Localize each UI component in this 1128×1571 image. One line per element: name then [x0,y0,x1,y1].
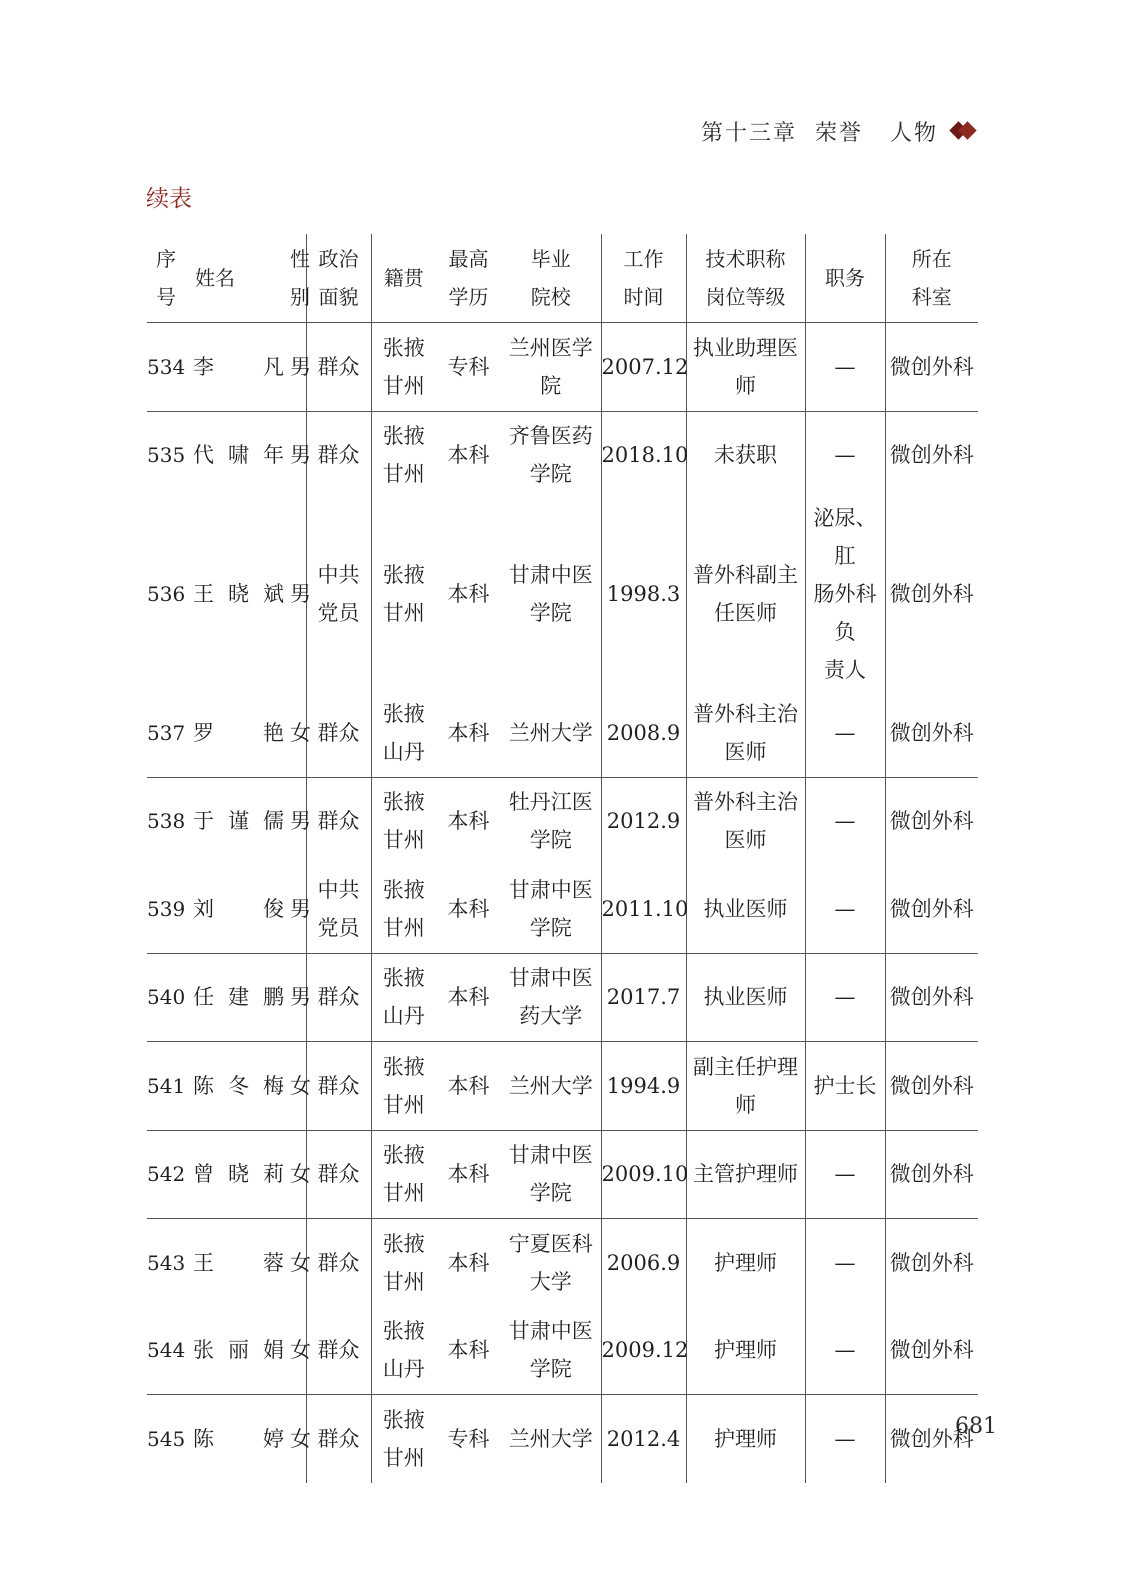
cell-start: 2018.10 [601,411,686,499]
cell-sex: 女 [290,1307,306,1395]
cell-no: 538 [147,777,185,865]
cell-name: 罗艳 [193,720,284,745]
table-row [147,777,978,865]
cell-dept: 微创外科 [885,1130,978,1219]
cell-no: 536 [147,582,186,606]
table-row [147,689,978,777]
cell-native: 张掖 甘州 [371,1042,436,1131]
cell-name: 曾晓莉 [185,1130,290,1219]
cell-school: 宁夏医科 大学 [501,1219,601,1307]
cell-native: 张掖 山丹 [382,1319,425,1382]
cell-sex: 女 [290,1219,306,1307]
cell-school: 甘肃中医 学院 [501,1307,601,1395]
column-header: 政治 面貌 [306,234,371,323]
table-row [147,953,978,1042]
cell-school: 甘肃中医 学院 [501,499,601,689]
cell-school: 牡丹江医 学院 [501,777,601,865]
cell-no: 545 [147,1395,185,1483]
column-header: 籍贯 [383,266,424,290]
cell-name: 陈婷 [185,1395,290,1483]
cell-native: 张掖 甘州 [371,1219,436,1307]
table-row [147,865,978,953]
table-row [147,499,978,689]
cell-title: 未获职 [686,411,805,499]
column-header: 姓名 [195,266,235,290]
column-header: 所在 科室 [911,247,952,309]
cell-dept: 微创外科 [885,777,978,865]
cell-post: — [805,1395,885,1483]
cell-party: 中共 党员 [306,865,371,953]
cell-name: 李凡 [185,323,290,412]
cell-sex: 女 [290,1130,306,1219]
column-header: 毕业 院校 [501,234,601,323]
diamond-ornament-icon [950,120,978,142]
cell-dept: 微创外科 [885,1042,978,1131]
section-label: 荣誉 [814,121,863,146]
cell-native: 张掖 甘州 [371,1130,436,1219]
cell-name: 代啸年 [185,411,290,499]
cell-edu: 本科 [436,777,501,865]
continuation-label: 续表 [146,186,192,212]
cell-post: — [805,953,885,1042]
cell-native: 张掖 山丹 [371,953,436,1042]
column-header: 技术职称 岗位等级 [686,234,805,323]
cell-name: 任建鹏 [185,953,290,1042]
cell-dept: 微创外科 [889,720,974,745]
cell-party: 群众 [306,777,371,865]
cell-dept: 微创外科 [889,582,974,606]
cell-title: 执业医师 [686,865,805,953]
column-header: 最高 学历 [448,247,489,309]
table-row [147,1307,978,1395]
cell-no: 541 [147,1042,185,1131]
table-row [147,411,978,499]
cell-title: 主管护理师 [686,1130,805,1219]
cell-post: 护士长 [805,1042,885,1131]
cell-school: 甘肃中医 学院 [501,865,601,953]
table-row [147,1395,978,1483]
cell-native: 张掖 甘州 [371,1395,436,1483]
cell-school: 兰州大学 [501,1395,601,1483]
cell-dept: 微创外科 [889,896,974,921]
cell-dept: 微创外科 [885,1395,978,1483]
staff-table [147,234,978,1483]
cell-name: 王晓斌 [193,582,284,606]
cell-start: 2012.9 [601,777,686,865]
cell-native: 张掖 甘州 [382,877,425,940]
cell-party: 群众 [306,411,371,499]
cell-start: 2006.9 [601,1219,686,1307]
cell-start: 2011.10 [601,865,686,953]
cell-title: 护理师 [686,1219,805,1307]
cell-start: 2012.4 [601,1395,686,1483]
cell-start: 2008.9 [601,689,686,777]
cell-sex: 男 [290,865,306,953]
page-number: 681 [955,1414,997,1439]
cell-title: 副主任护理 师 [686,1042,805,1131]
cell-start: 1998.3 [601,499,686,689]
cell-no: 535 [147,411,185,499]
cell-title: 护理师 [686,1307,805,1395]
cell-edu: 本科 [436,953,501,1042]
cell-edu: 本科 [447,896,490,921]
table-row [147,1130,978,1219]
cell-post: — [805,1219,885,1307]
cell-native: 张掖 甘州 [382,563,425,625]
cell-edu: 本科 [436,1130,501,1219]
cell-post: — [805,689,885,777]
cell-start: 2007.12 [601,323,686,412]
cell-school: 甘肃中医 药大学 [501,953,601,1042]
cell-party: 群众 [306,323,371,412]
cell-post: — [805,865,885,953]
table-row [147,323,978,412]
cell-native: 张掖 甘州 [371,411,436,499]
cell-party: 群众 [306,1042,371,1131]
cell-party: 群众 [306,1130,371,1219]
cell-no: 539 [147,896,186,921]
cell-edu: 本科 [436,1042,501,1131]
cell-no: 534 [147,323,185,412]
cell-edu: 本科 [447,1338,490,1363]
cell-post: 泌尿、肛 肠外科负 责人 [805,499,885,689]
running-head [701,116,938,147]
cell-post: — [805,323,885,412]
cell-dept: 微创外科 [889,1338,974,1363]
cell-no: 540 [147,953,185,1042]
cell-name: 于谨儒 [185,777,290,865]
cell-title: 普外科主治 医师 [686,777,805,865]
table-row [147,1219,978,1307]
cell-party: 中共 党员 [306,499,371,689]
cell-sex: 女 [290,1395,306,1483]
cell-native: 张掖 甘州 [371,323,436,412]
cell-start: 1994.9 [601,1042,686,1131]
cell-title: 执业医师 [686,953,805,1042]
cell-sex: 女 [290,689,306,777]
cell-dept: 微创外科 [885,1219,978,1307]
cell-sex: 男 [290,411,306,499]
cell-name: 陈冬梅 [185,1042,290,1131]
cell-edu: 本科 [447,582,490,606]
topic-label: 人物 [889,121,938,146]
cell-no: 544 [147,1338,186,1363]
cell-party: 群众 [306,1307,371,1395]
cell-sex: 男 [290,777,306,865]
column-header: 性 别 [290,234,306,323]
cell-edu: 本科 [447,720,490,745]
chapter-label: 第十三章 [700,121,797,146]
cell-no: 537 [147,720,186,745]
table-row [147,1042,978,1131]
cell-start: 2009.12 [601,1307,686,1395]
cell-sex: 男 [290,323,306,412]
cell-title: 普外科主治 医师 [686,689,805,777]
cell-name: 王蓉 [185,1219,290,1307]
cell-school: 齐鲁医药 学院 [501,411,601,499]
cell-school: 兰州大学 [501,1042,601,1131]
cell-dept: 微创外科 [885,953,978,1042]
cell-post: — [805,1130,885,1219]
cell-post: — [805,1307,885,1395]
table-header [147,234,978,323]
cell-title: 普外科副主 任医师 [686,499,805,689]
column-header: 工作 时间 [601,234,686,323]
cell-name: 张丽娟 [193,1338,284,1363]
cell-party: 群众 [306,953,371,1042]
column-header: 序 号 [156,247,176,309]
cell-start: 2017.7 [601,953,686,1042]
table-body [147,323,978,1483]
cell-school: 甘肃中医 学院 [501,1130,601,1219]
cell-edu: 本科 [436,1219,501,1307]
cell-name: 刘俊 [193,896,284,921]
cell-post: — [805,777,885,865]
column-header: 职务 [805,234,885,323]
cell-post: — [805,411,885,499]
cell-native: 张掖 山丹 [382,701,425,764]
cell-edu: 专科 [436,323,501,412]
cell-edu: 专科 [436,1395,501,1483]
cell-sex: 女 [290,1042,306,1131]
cell-party: 群众 [306,1219,371,1307]
cell-no: 543 [147,1219,185,1307]
cell-school: 兰州医学 院 [501,323,601,412]
cell-school: 兰州大学 [501,689,601,777]
cell-no: 542 [147,1130,185,1219]
cell-title: 执业助理医 师 [686,323,805,412]
cell-dept: 微创外科 [885,411,978,499]
cell-dept: 微创外科 [885,323,978,412]
cell-edu: 本科 [436,411,501,499]
cell-title: 护理师 [686,1395,805,1483]
cell-sex: 男 [290,499,306,689]
cell-start: 2009.10 [601,1130,686,1219]
cell-party: 群众 [306,689,371,777]
cell-party: 群众 [306,1395,371,1483]
cell-sex: 男 [290,953,306,1042]
cell-native: 张掖 甘州 [371,777,436,865]
